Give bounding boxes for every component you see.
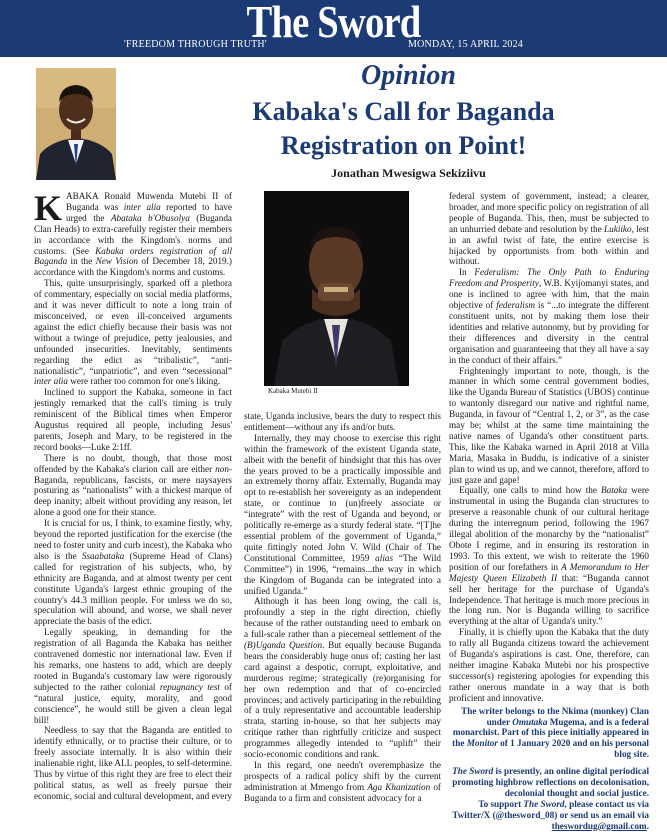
paragraph: KABAKA Ronald Muwenda Mutebi II of Buganda was inter alia reported to have urged the Abataka b'Obusolya (Buganda Clan Heads) to extra-carefully register their members in accordance with the Kingdom's norms and customs. (See Kabaka orders registration of all Baganda in the New Vision of December 18, 2019.) accordance with the Kingdom's norms and customs. xyxy=(34,188,232,278)
byline: Jonathan Mwesigwa Sekiziivu xyxy=(331,166,486,180)
author-note: The writer belongs to the Nkima (monkey) Clan under Omutaka Mugema, and is a federal monarchist. Part of this piece initially appeared in the Monitor of 1 January 2020 and on his personal blog site. xyxy=(452,705,649,760)
paragraph: There is no doubt, though, that those most offended by the Kabaka's clarion call are either non-Baganda, republicans, fascists, or mere naysayers posturing as “nationalists” with a thickest marque of deep inanity; albeit without providing any reason, let alone a good one for their stance. xyxy=(34,452,232,518)
issue-date: MONDAY, 15 APRIL 2024 xyxy=(408,39,523,50)
paragraph: state, Uganda inclusive, bears the duty to respect this entitlement—without any ifs and/or buts. xyxy=(244,411,441,432)
headline xyxy=(140,95,667,163)
paragraph: federal system of government, instead; a clearer, broader, and more specific policy on registration of all people of Buganda. This, then, must be subjected to an unhurried debate and resolution by the Lukiiko, lest in an awful twist of fate, the entire exercise is hijacked by opportunists from both within and without. xyxy=(449,191,649,267)
paragraph: It is crucial for us, I think, to examine firstly, why, beyond the reported justification for the exercise (the need to foster unity and curb incest), the Kabaka who also is the Ssaabataka (Supreme Head of Clans) called for registration of his subjects, who, by ethnicity are Baganda, and at almost twenty per cent constitute Uganda's largest ethnic grouping of the country's 44.3 million people. For unless we do so, speculation will abound, and worse, we shall never appreciate the basis of the edict. xyxy=(34,518,232,627)
paragraph: In Federalism: The Only Path to Enduring Freedom and Prosperity, W.B. Kyijomanyi states, and one is inclined to agree with him, that the main objective of federalism is “...to integrate the different constituent units, not by making them lose their identities and relative autonomy, but by providing for their differences and diversity in the central organisation and guaranteeing that they all have a say in the conduct of their affairs.” xyxy=(449,267,649,365)
paragraph: Frighteningly important to note, though, is the manner in which some central government bodies, like the Uganda Bureau of Statistics (UBOS) continue to wantonly disregard our native and rightful name, Buganda, in favour of “Central 1, 2, or 3”, as the case may be; whilst at the same time maintaining the native names of Uganda's other constituent parts. This, like the Kabaka warned in April 2018 at Villa Maria, Masaka in Buddu, is indicative of a sinister plan to wind us up, and we cannot, therefore, afford to just gaze and gape! xyxy=(449,365,649,485)
article-column-2 xyxy=(244,411,441,804)
publication-title: The Sword xyxy=(246,0,421,47)
kabaka-photo xyxy=(264,191,409,386)
paragraph: Needless to say that the Baganda are entitled to identify ethnically, or to practise their culture, or to freely associate internally. It is also within their inalienable right, like ALL peoples, to self-determine. Thus by virtue of this right they are free to elect their political status, as well as freely pursue their economic, social and cultural development, and every xyxy=(34,725,232,801)
paragraph: Equally, one calls to mind how the Bataka were instrumental in using the Buganda clan structures to preserve a reasonable chunk of our cultural heritage during the interregnum period, following the 1967 illegal abolition of the monarchy by the “nationalist” Obote I regime, and in ensuring its restoration in 1993. To this extent, we wish to reiterate the 1960 position of our forefathers in A Memorandum to Her Majesty Queen Elizabeth II that: “Buganda cannot sell her heritage for the purchase of Uganda's Independence. That heritage is much more precious in the long run. Nor is Buganda willing to sacrifice everything at the altar of Uganda's unity.” xyxy=(449,485,650,627)
paragraph: Internally, they may choose to exercise this right within the framework of the existent Uganda state, albeit with the benefit of hindsight that this has over the years proved to be a practically impossible and an extremely thorny affair. Externally, Buganda may opt to re-establish her sovereignty as an independent state, or continue to (un)freely associate or “integrate” with the rest of Uganda and beyond, or politically re-emerge as a sturdy federal state. “[T]he essential problem of the government of Uganda,” quite fittingly noted John V. Wild (Chair of The Constitutional Committee, 1959 alias “The Wild Committee”) in 1996, “remains...the way in which the Kingdom of Buganda can be integrated into a unified Uganda.” xyxy=(244,432,441,596)
section-label: Opinion xyxy=(361,60,456,91)
author-portrait xyxy=(36,68,116,180)
publication-motto: 'FREEDOM THROUGH TRUTH' xyxy=(124,39,267,50)
paragraph: Although it has been long owing, the call is, profoundly a step in the right direction, chiefly because of the rather outstanding need to embark on a full-scale rather than a piecemeal settlement of the (B)Uganda Question. But equally because Buganda bears the considerably huge onus of: casting her last card against a despotic, corrupt, exploitative, and murderous regime; strategically (re)organising for her own redemption and that of co-encircled provinces; and actively participating in the rebuilding of a truly representative and accountable leadership strata, starting in-house, so that her subjects may critique rather than rightfully criticize and suspect programmes allegedly intended to “uplift” their socio-economic conditions and rank. xyxy=(244,596,441,760)
drop-cap: K xyxy=(34,188,63,228)
publication-note: The Sword is presently, an online digital periodical promoting highbrow reflections on decolonisation, decolonial thought and social justice. To support The Sword, please contact us via Twitter/X (@thesword_08) or send us an email via theswordug@gmail.com. xyxy=(452,766,649,831)
article-column-1 xyxy=(34,188,232,802)
contact-email-link[interactable]: theswordug@gmail.com xyxy=(551,820,647,831)
article-column-3 xyxy=(449,191,649,832)
paragraph: Inclined to support the Kabaka, someone in fact jestingly remarked that the call's timing is truly reminiscent of the Biblical times when Emperor Augustus required all people, including Jesus' parents, Joseph and Mary, to be registered in the record books—Luke 2:1ff. xyxy=(34,387,232,452)
kabaka-photo-figure xyxy=(264,191,409,401)
paragraph: Finally, it is chiefly upon the Kabaka that the duty to rally all Buganda citizens toward the achievement of Buganda's aspirations is cast. One, therefore, can neither imagine Kabaka Mutebi nor his prospective successor(s) registering apologies for expending this rather onerous mandate in a way that is both proficient and innovative. xyxy=(449,627,649,703)
photo-caption: Kabaka Mutebi II xyxy=(268,387,318,395)
headline-line-2: Registration on Point! xyxy=(280,131,527,160)
paragraph: Legally speaking, in demanding for the registration of all Baganda the Kabaka has neither contravened domestic nor international law. Even if his remarks, one hastens to add, which are deeply rooted in Buganda's customary law were rigorously subjected to the rather colonial repugnancy test of “natural justice, equity, morality, and good conscience”, he would still be given a clean legal bill! xyxy=(34,627,232,725)
headline-line-1: Kabaka's Call for Baganda xyxy=(252,97,555,126)
masthead xyxy=(0,0,667,57)
paragraph: This, quite unsurprisingly, sparked off a plethora of commentary, especially on social media platforms, and it was never difficult to note a long train of misconceived, or even ill-conceived arguments against the edict chiefly because their basis was not without a twinge of prejudice, petty jealousies, and unfounded insecurities. Inevitably, sentiments regarding the edict as “tribalistic”, “anti-nationalistic”, “unpatriotic”, and even “secessional” inter alia were rather too common for one's liking. xyxy=(34,278,232,387)
paragraph: In this regard, one needn't overemphasize the prospects of a radical policy shift by the current administration at Mmengo from Aga Khanization of Buganda to a firm and consistent advocacy for a xyxy=(244,760,441,803)
